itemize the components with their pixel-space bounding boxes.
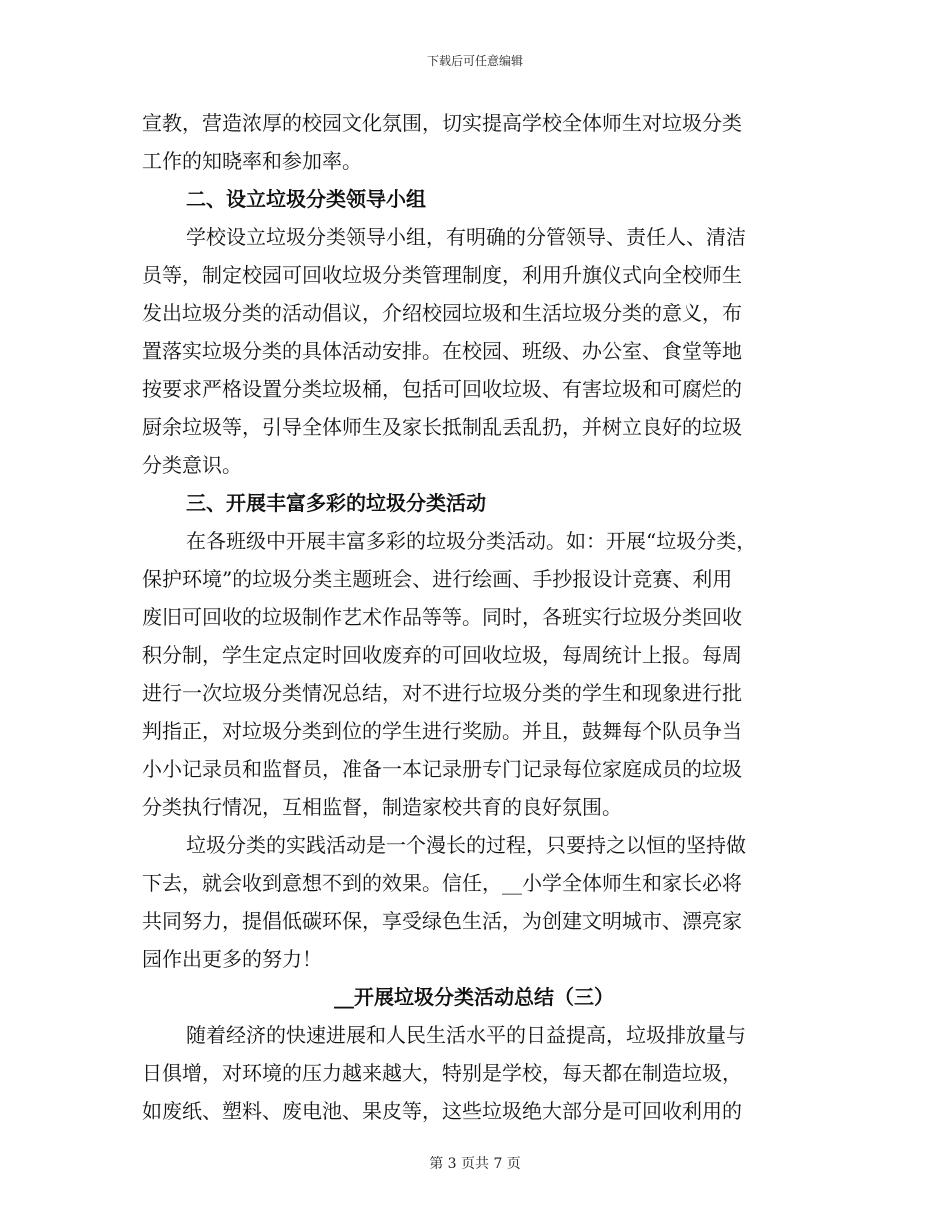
page-number: 第 3 页共 7 页 [429,1156,521,1172]
paragraph-line: 园作出更多的努力！ [142,947,322,971]
paragraph-line: 如废纸、塑料、废电池、果皮等，这些垃圾绝大部分是可回收利用的 [142,1099,742,1123]
section-heading: 三、开展丰富多彩的垃圾分类活动 [186,491,486,515]
section-heading: 二、设立垃圾分类领导小组 [186,187,426,211]
paragraph-line: 分类执行情况，互相监督，制造家校共育的良好氛围。 [142,795,622,819]
paragraph-line: 按要求严格设置分类垃圾桶，包括可回收垃圾、有害垃圾和可腐烂的 [142,377,742,401]
paragraph-line: 随着经济的快速进展和人民生活水平的日益提高，垃圾排放量与 [186,1023,746,1047]
paragraph-line: 厨余垃圾等，引导全体师生及家长抵制乱丢乱扔，并树立良好的垃圾 [142,415,742,439]
paragraph-line: 下去，就会收到意想不到的效果。信任，__小学全体师生和家长必将 [142,871,742,895]
paragraph-line: 废旧可回收的垃圾制作艺术作品等等。同时，各班实行垃圾分类回收 [142,605,742,629]
paragraph-line: 小小记录员和监督员，准备一本记录册专门记录每位家庭成员的垃圾 [142,757,742,781]
page-header: 下载后可任意编辑 [426,54,523,68]
paragraph-line: 置落实垃圾分类的具体活动安排。在校园、班级、办公室、食堂等地 [142,339,742,363]
paragraph-line: 发出垃圾分类的活动倡议，介绍校园垃圾和生活垃圾分类的意义，布 [142,301,742,325]
paragraph-line: 判指正，对垃圾分类到位的学生进行奖励。并且，鼓舞每个队员争当 [142,719,742,743]
article-title: __开展垃圾分类活动总结（三） [334,985,614,1009]
document-body [142,104,806,1130]
paragraph-line: 共同努力，提倡低碳环保，享受绿色生活，为创建文明城市、漂亮家 [142,909,742,933]
paragraph-line: 保护环境”的垃圾分类主题班会、进行绘画、手抄报设计竞赛、利用 [142,567,733,591]
paragraph-line: 在各班级中开展丰富多彩的垃圾分类活动。如：开展“垃圾分类， [186,529,757,553]
paragraph-line: 员等，制定校园可回收垃圾分类管理制度，利用升旗仪式向全校师生 [142,263,742,287]
paragraph-line: 工作的知晓率和参加率。 [142,149,362,173]
paragraph-line: 日俱增，对环境的压力越来越大，特别是学校，每天都在制造垃圾， [142,1061,742,1085]
paragraph-line: 学校设立垃圾分类领导小组，有明确的分管领导、责任人、清洁 [186,225,746,249]
paragraph-line: 分类意识。 [142,453,242,477]
paragraph-line: 垃圾分类的实践活动是一个漫长的过程，只要持之以恒的坚持做 [186,833,746,857]
paragraph-line: 宣教，营造浓厚的校园文化氛围，切实提高学校全体师生对垃圾分类 [142,111,742,135]
paragraph-line: 积分制，学生定点定时回收废弃的可回收垃圾，每周统计上报。每周 [142,643,742,667]
paragraph-line: 进行一次垃圾分类情况总结，对不进行垃圾分类的学生和现象进行批 [142,681,742,705]
